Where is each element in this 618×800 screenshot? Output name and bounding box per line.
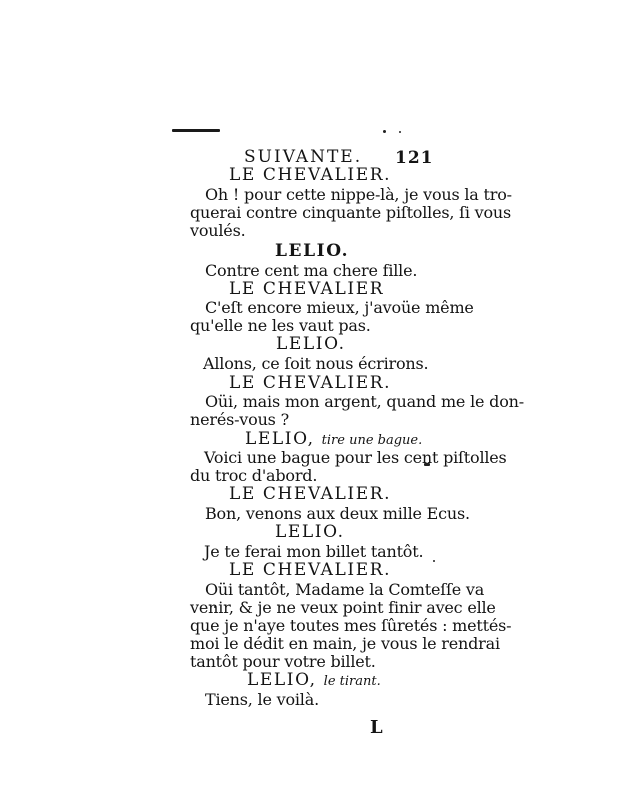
speaker-name: LELIO. [275,522,345,542]
speaker-name: LELIO. [275,241,350,261]
dialogue-line: Tiens, le voilà. [205,690,319,709]
dialogue-line: tantôt pour votre billet. [190,652,376,671]
dialogue-line: Allons, ce ſoit nous écrirons. [203,354,429,373]
dialogue-line: Oüi, mais mon argent, quand me le don- [205,392,524,411]
ink-speck [383,130,386,133]
speaker-name: LE CHEVALIER [229,279,385,299]
speaker-name [245,430,422,450]
dialogue-line: nerés-vous ? [190,410,289,429]
dialogue-line: venir, & je ne veux point finir avec elle [190,598,496,617]
speaker-label: LELIO, [247,670,317,690]
running-title: SUIVANTE. [244,147,363,167]
dialogue-line: que je n'aye toutes mes ſûretés : mettés- [190,616,512,635]
speaker-name: LELIO. [276,334,346,354]
ink-speck [399,131,401,133]
dialogue-line: Bon, venons aux deux mille Ecus. [205,504,470,523]
dialogue-line: qu'elle ne les vaut pas. [190,316,371,335]
stage-direction: le tirant. [323,674,381,689]
stage-direction: tire une bague. [321,433,423,448]
dialogue-line: moi le dédit en main, je vous le rendrai [190,634,500,653]
ink-speck [433,560,435,562]
page-number: 121 [395,148,434,168]
signature-mark: L [370,717,383,738]
dialogue-line: Voici une bague pour les cent piſtolles [204,448,507,467]
dialogue-line: querai contre cinquante piſtolles, ſi vous [190,203,512,222]
speaker-name: LE CHEVALIER. [229,373,392,393]
speaker-name [247,671,381,691]
dialogue-line: Je te ferai mon billet tantôt. [204,542,424,561]
dialogue-line: Contre cent ma chere fille. [205,261,418,280]
speaker-label: LELIO, [245,429,315,449]
speaker-name: LE CHEVALIER. [229,165,392,185]
dialogue-line: voulés. [190,221,246,240]
dialogue-line: C'eſt encore mieux, j'avoüe même [205,298,474,317]
header-rule [172,129,220,132]
dialogue-line: Oüi tantôt, Madame la Comteſſe va [205,580,485,599]
speaker-name: LE CHEVALIER. [229,560,392,580]
dialogue-line: du troc d'abord. [190,466,318,485]
speaker-name: LE CHEVALIER. [229,484,392,504]
dialogue-line: Oh ! pour cette nippe-là, je vous la tro- [205,185,512,204]
